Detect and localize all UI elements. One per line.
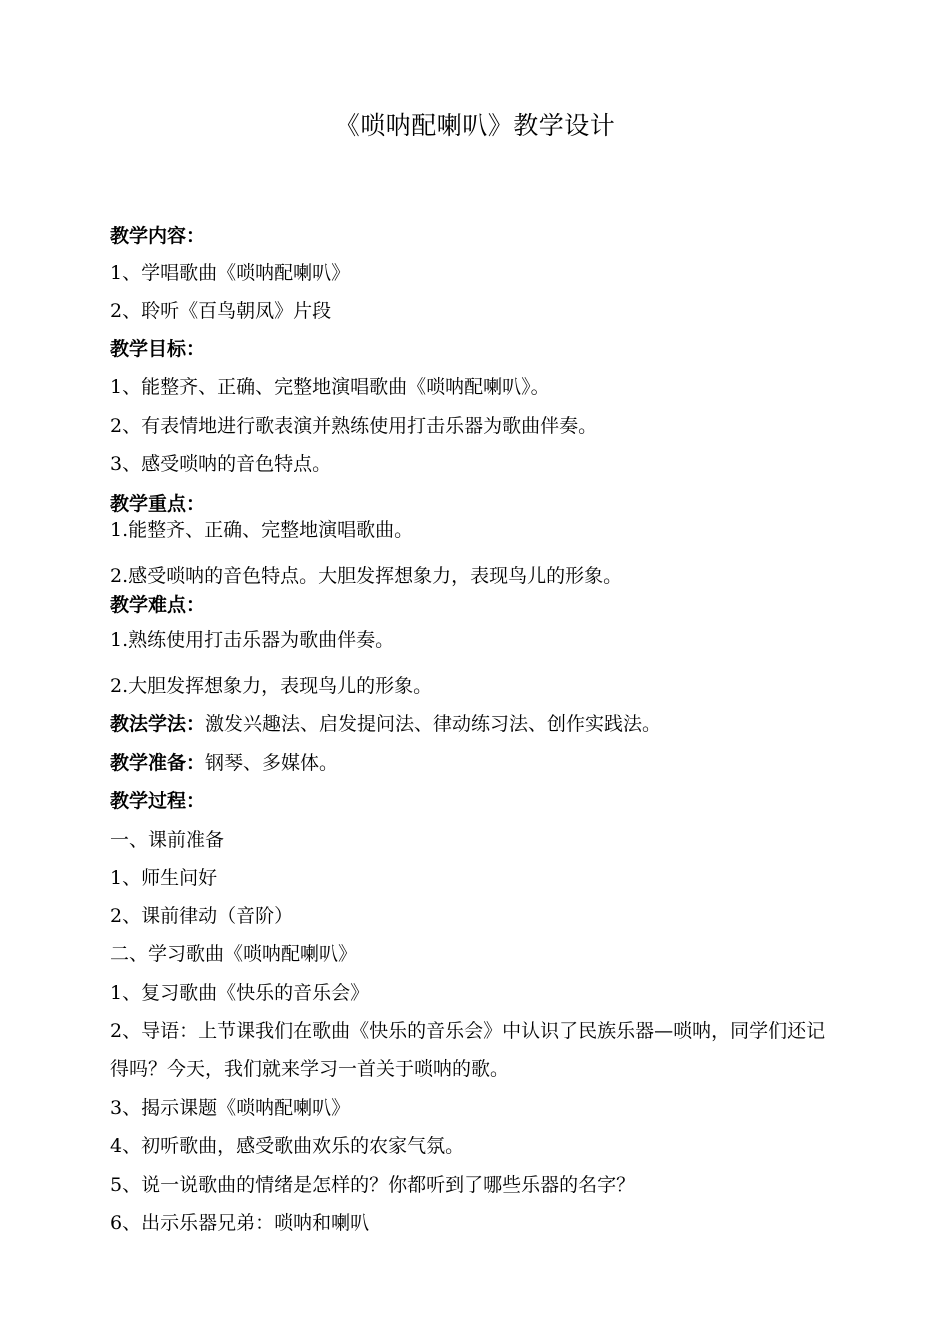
goal-item: 3、感受唢呐的音色特点。	[110, 453, 332, 475]
methods-text: 激发兴趣法、启发提问法、律动练习法、创作实践法。	[205, 713, 662, 735]
process-item: 3、揭示课题《唢呐配喇叭》	[110, 1097, 351, 1119]
process-heading: 教学过程：	[110, 790, 206, 812]
process-part-title: 二、学习歌曲《唢呐配喇叭》	[110, 943, 358, 965]
preparation-text: 钢琴、多媒体。	[205, 752, 339, 774]
content-item: 1、学唱歌曲《唢呐配喇叭》	[110, 262, 351, 284]
process-item: 6、出示乐器兄弟：唢呐和喇叭	[110, 1212, 370, 1234]
preparation-label: 教学准备：	[110, 752, 206, 774]
content-heading: 教学内容：	[110, 225, 206, 247]
process-item: 5、说一说歌曲的情绪是怎样的？你都听到了哪些乐器的名字？	[110, 1174, 636, 1196]
key-point-item: 1.能整齐、正确、完整地演唱歌曲。	[110, 519, 414, 541]
key-point-item: 2.感受唢呐的音色特点。大胆发挥想象力，表现鸟儿的形象。	[110, 565, 623, 587]
preparation-row	[110, 750, 338, 776]
difficulty-item: 1.熟练使用打击乐器为歌曲伴奏。	[110, 629, 395, 651]
content-item: 2、聆听《百鸟朝凤》片段	[110, 300, 332, 322]
difficulty-item: 2.大胆发挥想象力，表现鸟儿的形象。	[110, 675, 433, 697]
difficulties-heading: 教学难点：	[110, 594, 206, 616]
key-points-heading: 教学重点：	[110, 493, 206, 515]
process-paragraph: 2、导语：上节课我们在歌曲《快乐的音乐会》中认识了民族乐器—唢呐，同学们还记得吗？今天，我们就来学习一首关于唢呐的歌。	[110, 1020, 826, 1080]
process-item: 1、复习歌曲《快乐的音乐会》	[110, 982, 370, 1004]
goal-item: 1、能整齐、正确、完整地演唱歌曲《唢呐配喇叭》。	[110, 376, 550, 398]
methods-label: 教法学法：	[110, 713, 206, 735]
process-item: 2、课前律动（音阶）	[110, 905, 294, 927]
process-part-title: 一、课前准备	[110, 829, 225, 851]
page-title: 《唢呐配喇叭》教学设计	[334, 111, 616, 140]
goal-item: 2、有表情地进行歌表演并熟练使用打击乐器为歌曲伴奏。	[110, 415, 598, 437]
methods-row	[110, 711, 661, 737]
process-item: 4、初听歌曲，感受歌曲欢乐的农家气氛。	[110, 1135, 465, 1157]
goals-heading: 教学目标：	[110, 338, 206, 360]
process-item: 1、师生问好	[110, 867, 218, 889]
